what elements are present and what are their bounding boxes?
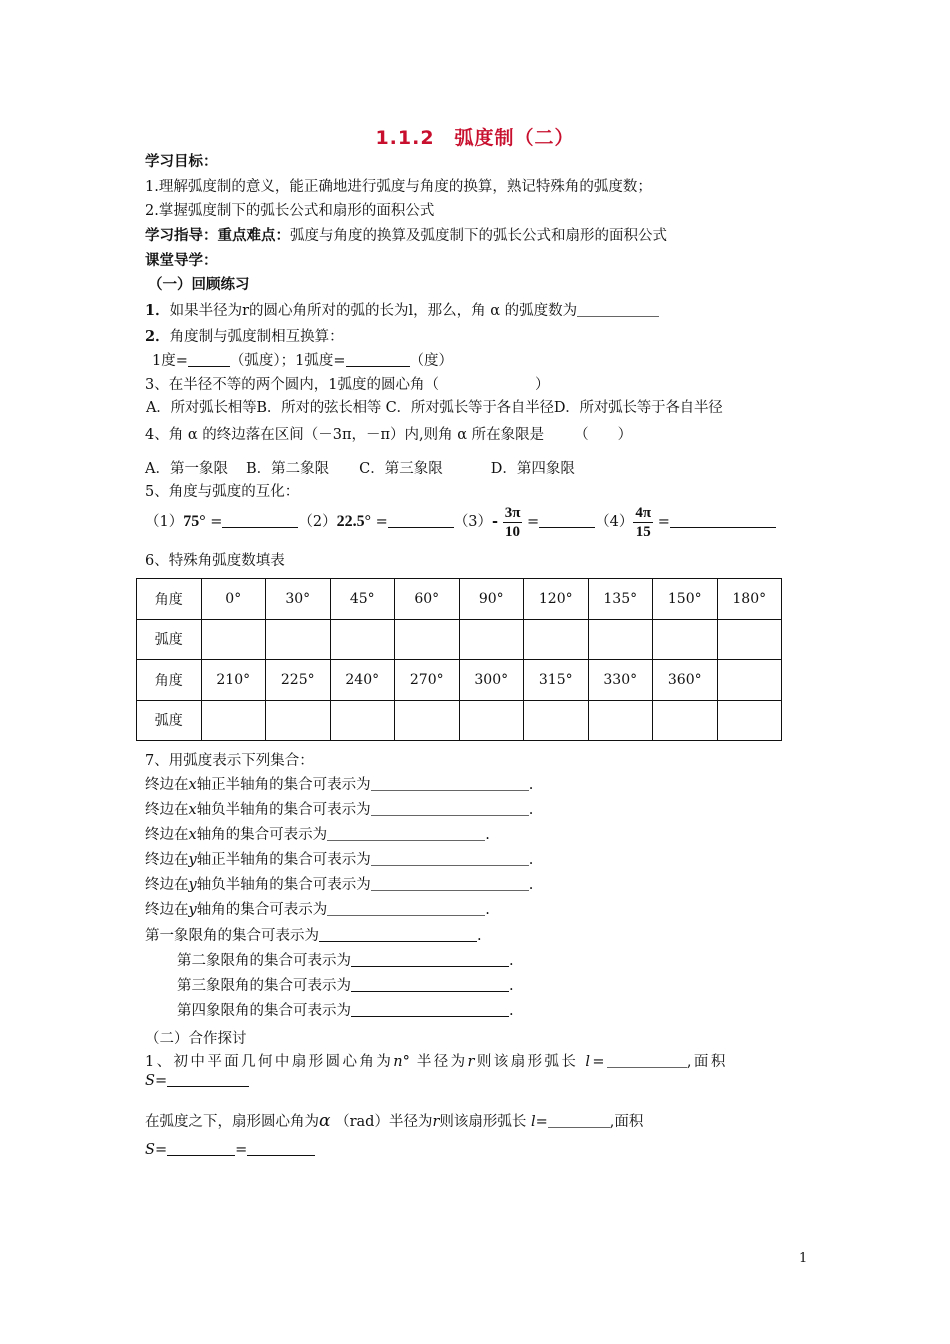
table-cell: 330°	[588, 660, 653, 701]
set-label: 第二象限角的集合可表示为	[177, 953, 351, 969]
choice-c[interactable]: C．第三象限	[359, 461, 443, 477]
answer-blank[interactable]	[188, 352, 230, 367]
fraction-3pi-10	[503, 504, 523, 541]
question-2	[145, 327, 344, 347]
question-4	[145, 425, 632, 445]
answer-blank[interactable]	[388, 513, 454, 528]
question-7-heading: 7、用弧度表示下列集合：	[145, 753, 314, 769]
period: .	[477, 928, 482, 944]
item-1-value: 75°	[183, 513, 206, 530]
coop-heading: （二）合作探讨	[145, 1031, 247, 1047]
question-2-conversion	[152, 351, 453, 371]
set-x-positive	[145, 775, 533, 795]
set-label: 轴负半轴角的集合可表示为	[196, 802, 371, 818]
equals: =	[154, 1073, 168, 1089]
set-label: 终边在	[145, 877, 189, 893]
area-s: S	[145, 1073, 155, 1089]
angle-n: n°	[393, 1054, 410, 1070]
answer-blank[interactable]	[371, 876, 529, 891]
equals: =	[210, 514, 223, 530]
table-cell-blank[interactable]	[266, 619, 331, 660]
table-cell-blank[interactable]	[653, 619, 718, 660]
negative-sign: -	[492, 513, 499, 530]
set-label: 终边在	[145, 827, 189, 843]
coop-text: 在弧度之下，扇形圆心角为	[145, 1114, 319, 1130]
table-cell: 180°	[717, 579, 782, 620]
axis-variable: x	[188, 777, 197, 793]
question-4-choices	[145, 459, 575, 479]
set-quadrant-1	[145, 926, 482, 946]
table-cell-blank[interactable]	[717, 700, 782, 741]
fraction-4pi-15	[633, 504, 653, 541]
period: .	[509, 953, 514, 969]
set-quadrant-4	[177, 1001, 514, 1021]
table-cell: 225°	[266, 660, 331, 701]
set-x-negative	[145, 800, 533, 820]
table-cell-blank[interactable]	[717, 619, 782, 660]
answer-blank[interactable]	[577, 302, 659, 317]
set-label: 终边在	[145, 777, 189, 793]
question-3-text: 3、在半径不等的两个圆内，1弧度的圆心角（	[145, 377, 439, 393]
set-quadrant-2	[177, 951, 514, 971]
question-3	[145, 375, 549, 395]
guidance-line	[145, 226, 667, 246]
table-cell: 0°	[201, 579, 266, 620]
table-cell-blank[interactable]	[459, 619, 524, 660]
fraction-denominator: 15	[635, 523, 651, 540]
table-row	[137, 700, 782, 741]
axis-variable: x	[188, 802, 197, 818]
answer-blank[interactable]	[319, 927, 477, 942]
table-cell: 360°	[653, 660, 718, 701]
set-label: 轴角的集合可表示为	[196, 902, 328, 918]
item-4-label: （4）	[595, 514, 634, 530]
review-heading: （一）回顾练习	[148, 276, 250, 293]
period: .	[509, 1003, 514, 1019]
table-cell-blank[interactable]	[395, 619, 460, 660]
set-label: 终边在	[145, 902, 189, 918]
answer-blank[interactable]	[371, 776, 529, 791]
period: .	[485, 827, 490, 843]
answer-blank[interactable]	[371, 801, 529, 816]
answer-blank[interactable]	[167, 1141, 235, 1156]
answer-blank[interactable]	[327, 826, 485, 841]
table-cell: 弧度	[137, 700, 202, 741]
table-cell: 210°	[201, 660, 266, 701]
item-1-label: （1）	[145, 514, 184, 530]
conversion-c: （度）	[409, 353, 453, 369]
table-cell-blank[interactable]	[653, 700, 718, 741]
table-cell: 300°	[459, 660, 524, 701]
equals: =	[375, 514, 388, 530]
table-cell-blank[interactable]	[524, 700, 589, 741]
table-cell: 270°	[395, 660, 460, 701]
table-cell: 60°	[395, 579, 460, 620]
choice-d[interactable]: D．第四象限	[490, 461, 575, 477]
axis-variable: y	[188, 852, 197, 868]
coop-text: 则该扇形弧长	[439, 1114, 527, 1130]
table-cell-blank[interactable]	[459, 700, 524, 741]
answer-blank[interactable]	[371, 851, 529, 866]
equals: =	[535, 1114, 548, 1130]
arc-l: l	[531, 1114, 536, 1130]
set-label: 第四象限角的集合可表示为	[177, 1003, 351, 1019]
equals: =	[235, 1142, 248, 1158]
set-label: 轴负半轴角的集合可表示为	[196, 877, 371, 893]
answer-blank[interactable]	[351, 952, 509, 967]
table-cell: 150°	[653, 579, 718, 620]
set-x-axis	[145, 825, 490, 845]
item-2-label: （2）	[298, 514, 337, 530]
set-y-positive	[145, 850, 533, 870]
set-y-negative	[145, 875, 533, 895]
fraction-numerator: 4π	[635, 504, 652, 521]
table-cell-blank[interactable]	[588, 700, 653, 741]
table-cell: 角度	[137, 579, 202, 620]
arc-l: l	[585, 1054, 593, 1070]
equals: =	[154, 1142, 168, 1158]
special-angles-table	[136, 578, 782, 741]
choice-a[interactable]: A．第一象限	[145, 461, 228, 477]
lesson-heading: 课堂导学：	[145, 252, 218, 269]
coop-text: ,面积	[686, 1054, 728, 1070]
answer-blank[interactable]	[247, 1141, 315, 1156]
period: .	[528, 877, 534, 893]
answer-blank[interactable]	[607, 1053, 687, 1068]
coop-text: 则该扇形弧长	[476, 1054, 579, 1070]
set-label: 轴角的集合可表示为	[196, 827, 328, 843]
equals: =	[592, 1054, 607, 1070]
conversion-a: 1度=	[152, 353, 188, 369]
set-label: 轴正半轴角的集合可表示为	[196, 852, 371, 868]
item-3-label: （3）	[453, 514, 493, 530]
question-6: 6、特殊角弧度数填表	[145, 553, 285, 569]
table-cell	[717, 660, 782, 701]
set-y-axis	[145, 900, 490, 920]
answer-blank[interactable]	[351, 1002, 509, 1017]
axis-variable: y	[188, 877, 197, 893]
table-cell: 角度	[137, 660, 202, 701]
item-2-value: 22.5°	[336, 513, 372, 530]
answer-blank[interactable]	[351, 977, 509, 992]
set-label: 第一象限角的集合可表示为	[145, 928, 319, 944]
fraction-numerator: 3π	[504, 504, 521, 521]
answer-blank[interactable]	[167, 1072, 249, 1087]
radius-r: r	[467, 1054, 477, 1070]
question-5: 5、角度与弧度的互化：	[145, 484, 300, 500]
table-cell-blank[interactable]	[201, 619, 266, 660]
table-cell: 90°	[459, 579, 524, 620]
question-5-items	[145, 500, 776, 544]
objective-item-2: 2.掌握弧度制下的弧长公式和扇形的面积公式	[145, 203, 435, 219]
set-label: 轴正半轴角的集合可表示为	[196, 777, 371, 793]
objective-item-1: 1.理解弧度制的意义，能正确地进行弧度与角度的换算，熟记特殊角的弧度数；	[145, 179, 652, 195]
question-2-text: 角度制与弧度制相互换算：	[169, 329, 344, 345]
table-cell: 45°	[330, 579, 395, 620]
set-label: 第三象限角的集合可表示为	[177, 978, 351, 994]
table-cell-blank[interactable]	[395, 700, 460, 741]
answer-blank[interactable]	[539, 513, 595, 528]
coop-paragraph-1	[145, 1052, 728, 1072]
conversion-b: （弧度）；1弧度=	[229, 353, 346, 369]
question-3-choices: A．所对弧长相等B．所对的弦长相等 C．所对弧长等于各自半径D．所对弧长等于各自半径	[146, 400, 723, 416]
period: .	[528, 777, 534, 793]
coop-paragraph-2	[145, 1111, 643, 1132]
question-2-number: 2．	[145, 328, 170, 345]
period: .	[509, 978, 514, 994]
table-cell: 135°	[588, 579, 653, 620]
table-cell: 30°	[266, 579, 331, 620]
answer-blank[interactable]	[327, 901, 485, 916]
coop-area-1	[145, 1071, 249, 1091]
answer-blank[interactable]	[548, 1113, 610, 1128]
question-1-text: 如果半径为r的圆心角所对的弧的长为l，那么，角 α 的弧度数为	[169, 303, 578, 319]
table-cell: 240°	[330, 660, 395, 701]
set-quadrant-3	[177, 976, 514, 996]
period: .	[485, 902, 490, 918]
period: .	[528, 852, 534, 868]
table-cell-blank[interactable]	[588, 619, 653, 660]
table-cell: 弧度	[137, 619, 202, 660]
guidance-text: 弧度与角度的换算及弧度制下的弧长公式和扇形的面积公式	[290, 228, 667, 244]
table-row	[137, 619, 782, 660]
question-4-text: 4、角 α 的终边落在区间（－3π，－π）内,则角 α 所在象限是	[145, 427, 545, 443]
coop-text: 半径为	[416, 1054, 468, 1070]
guidance-heading: 学习指导：重点难点：	[145, 227, 290, 244]
coop-area-2	[145, 1140, 315, 1160]
set-label: 终边在	[145, 852, 189, 868]
question-4-paren[interactable]: （ ）	[574, 427, 633, 443]
angle-alpha: α	[319, 1111, 331, 1131]
question-3-close: ）	[534, 377, 550, 393]
table-cell: 120°	[524, 579, 589, 620]
coop-text: 1、初中平面几何中扇形圆心角为	[145, 1054, 394, 1070]
answer-blank[interactable]	[670, 513, 776, 528]
axis-variable: y	[188, 902, 197, 918]
choice-b[interactable]: B．第二象限	[245, 461, 330, 477]
equals: =	[657, 514, 670, 530]
coop-text: ,面积	[609, 1114, 644, 1130]
axis-variable: x	[188, 827, 197, 843]
fraction-denominator: 10	[505, 523, 521, 540]
set-label: 终边在	[145, 802, 189, 818]
table-cell-blank[interactable]	[266, 700, 331, 741]
objectives-heading: 学习目标：	[145, 153, 218, 170]
table-cell-blank[interactable]	[330, 700, 395, 741]
radius-r: r	[432, 1114, 440, 1130]
area-s: S	[145, 1142, 155, 1158]
table-cell: 315°	[524, 660, 589, 701]
question-1-number: 1．	[145, 302, 170, 319]
page-number: 1	[799, 1251, 808, 1266]
answer-blank[interactable]	[346, 352, 410, 367]
answer-blank[interactable]	[222, 513, 298, 528]
table-cell-blank[interactable]	[524, 619, 589, 660]
question-1	[145, 301, 659, 321]
coop-text: （rad）半径为	[335, 1114, 433, 1130]
table-cell-blank[interactable]	[330, 619, 395, 660]
table-row	[137, 660, 782, 701]
table-cell-blank[interactable]	[201, 700, 266, 741]
equals: =	[527, 514, 540, 530]
page-title: 1.1.2 弧度制（二）	[375, 127, 575, 149]
table-row	[137, 579, 782, 620]
period: .	[528, 802, 534, 818]
